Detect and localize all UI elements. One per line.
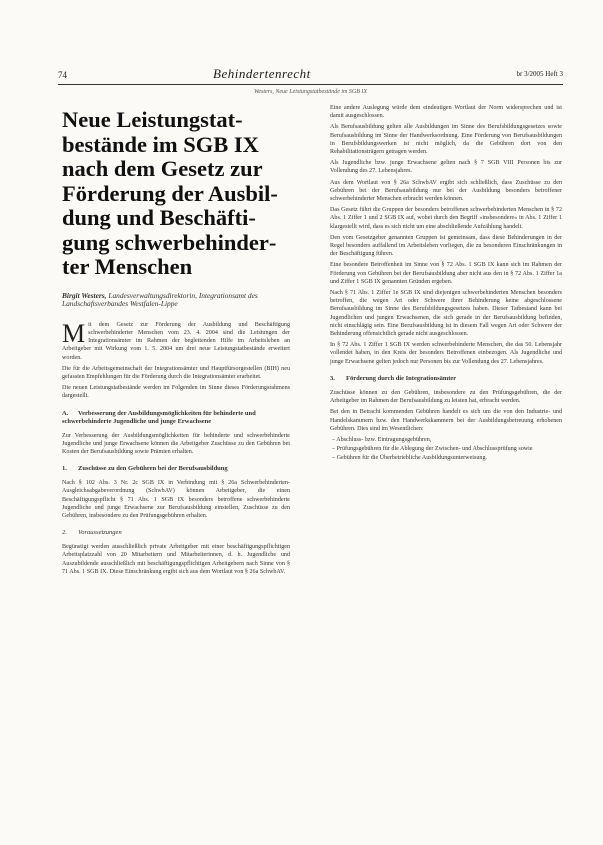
body-paragraph: Nach § 102 Abs. 3 Nr. 2c SGB IX in Verbindung mit § 26a Schwerbehinderten-Ausgleichsabgabeverordnung (SchwbAV) können Arbeitgeber, die einen Beschäftigungspflicht § 71 Abs. 1 SGB IX besonders betroffene schwerbehinderte Jugendliche und junge Erwachsene zur Berufsausbildung einstellen, Zuschüsse zu den Gebühren, insbesondere zu den Prüfungsgebühren erhalten.: [62, 480, 290, 519]
body-paragraph: Begünstigt werden ausschließlich private Arbeitgeber mit einer beschäftigungspflichtigen Arbeitsplatzzahl von 20 Mitarbeitern und Mitarbeiterinnen, d. h. Jugendliche und Auszubildende ausschließlich mit beschäftigungspflichtigen Arbeitgebern nach Sinne von § 71 Abs. 1 SGB IX. Diese Einschränkung ergibt sich aus dem Wortlaut von § 26a SchwbAV.: [62, 544, 290, 575]
author-affiliation: Landesverwaltungsdirektorin, Integrationsamt des Landschaftsverbandes Westfalen-Lippe: [62, 290, 258, 309]
body-paragraph: Als Jugendliche bzw. junge Erwachsene gelten nach § 7 SGB VIII Personen bis zur Vollendung des 27. Lebensjahres.: [330, 160, 562, 175]
section-heading-1: 1. Zuschüsse zu den Gebühren bei der Berufsausbildung: [62, 465, 228, 473]
list-item: – Gebühren für die Überbetriebliche Ausbildungsunterweisung.: [340, 454, 562, 462]
list-item: – Abschluss- bzw. Eintragungsgebühren,: [340, 436, 562, 444]
journal-title: Behindertenrecht: [213, 66, 311, 81]
body-paragraph: Bei den in Betracht kommenden Gebühren handelt es sich um die von den Industrie- und Handelskammern bzw. den Handwerkskammern bei der Ausbildungsbetreuung erhobenen Gebühren. Dies sind im Wesentlichen:: [330, 409, 562, 432]
body-paragraph: Als Berufsausbildung gelten alle Ausbildungen im Sinne des Berufsbildungsgesetzes sowie Berufsausbildung im Sinne der Handwerksordnung. Eine Förderung von Berufsausbildungen in Berufsbildungswerken ist nicht möglich, da die Gebühren dort von den Rehabilitationsträgern getragen werden.: [330, 124, 562, 156]
left-column: [62, 104, 290, 579]
section-heading-2: 2. Voraussetzungen: [62, 529, 122, 537]
fee-list: [330, 436, 562, 463]
author-name: Birgit Westers,: [62, 290, 107, 300]
page-number: 74: [58, 70, 67, 80]
section-heading-3: 3. Förderung durch die Integrationsämter: [330, 374, 457, 382]
body-paragraph: Die neuen Leistungstatbestände werden im Folgenden im Sinne dieses Förderungsrahmens dargestellt.: [62, 385, 290, 400]
body-paragraph: Aus dem Wortlaut von § 26a SchwbAV ergibt sich schließlich, dass Zuschüsse zu den Gebühren bei der Berufsausbildung nur bei der Ausbildung besonders betroffener schwerbehinderter Menschen erbracht werden können.: [330, 179, 562, 203]
body-paragraph: Zur Verbesserung der Ausbildungsmöglichkeiten für behinderte und schwerbehinderte Jugendliche und junge Erwachsene können die Arbeitgeber Zuschüsse zu den Gebühren bei Kosten der Berufsausbildung sowie Prämien erhalten.: [62, 432, 290, 455]
body-paragraph: Zuschüsse können zu den Gebühren, insbesondere zu den Prüfungsgebühren, die der Arbeitgeber im Rahmen der Berufsausbildung zu leisten hat, erbracht werden.: [330, 389, 562, 405]
author-line: [62, 292, 290, 309]
list-item: – Prüfungsgebühren für die Ablegung der Zwischen- und Abschlussprüfung sowie: [340, 445, 562, 453]
running-subtitle: Westers, Neue Leistungstatbestände im SGB IX: [253, 89, 368, 95]
body-paragraph: Eine besondere Betroffenheit im Sinne von § 72 Abs. 1 SGB IX kann sich im Rahmen der Förderung von Gebühren bei der Berufsausbildung aber nicht aus den in § 72 Abs. 1 Ziffer 1a und Ziffer 1 SGB IX genannten Gründen ergeben.: [330, 262, 562, 285]
intro-paragraph: Mit dem Gesetz zur Förderung der Ausbildung und Beschäftigung schwerbehinderter Menschen vom 23. 4. 2004 sind die Leistungen der Integrationsämter im Rahmen der begleitenden Hilfe im Arbeitsleben an Arbeitgeber mit Wirkung vom 1. 5. 2004 um drei neue Leistungstatbestände erweitert worden.: [62, 318, 290, 361]
body-paragraph: Die für die Arbeitsgemeinschaft der Integrationsämter und Hauptfürsorgestellen (BIH) neu gefassten Empfehlungen für die Förderung durch die Integrationsämter erarbeitet.: [62, 365, 290, 380]
running-header: [58, 68, 563, 84]
article-title: Neue Leistungstatbestände im SGB IX nach dem Gesetz zur Förderung der Ausbildung und Beschäftigung schwerbehinderter Menschen: [62, 107, 278, 279]
issue-label: br 3/2005 Heft 3: [516, 70, 563, 78]
header-rule: [58, 84, 563, 85]
body-paragraph: In § 72 Abs. 1 Ziffer 1 SGB IX werden schwerbehinderte Menschen, die das 50. Lebensjahr vollendet haben, in den Kreis der besonders Betroffenen einbezogen. Als Jugendliche und junge Erwachsene gelten jedoch nur Personen bis zur Vollendung des 27. Lebensjahres.: [330, 342, 562, 365]
body-paragraph: Den vom Gesetzgeber genannten Gruppen ist gemeinsam, dass diese Behinderungen in der Regel besonders auffallend im Arbeitsleben vorliegen, die zu besonderen Einschränkungen in der Beschäftigung führen.: [330, 234, 562, 258]
body-paragraph: Eine andere Auslegung würde dem eindeutigen Wortlaut der Norm widersprechen und ist damit ausgeschlossen.: [330, 105, 562, 120]
body-paragraph: Das Gesetz führt die Gruppen der besonders betroffenen schwerbehinderten Menschen in § 72 Abs. 1 Ziffer 1 und 2 SGB IX auf, wobei durch den Begriff »insbesondere« in Abs. 1 Ziffer 1 klargestellt wird, dass es sich nicht um eine abschließende Aufzählung handelt.: [330, 207, 562, 230]
body-paragraph: Nach § 71 Abs. 1 Ziffer 1e SGB IX sind diejenigen schwerbehinderten Menschen besonders betroffen, die wegen Art oder Schwere ihrer Behinderung keine abgeschlossene Berufsausbildung im Sinne des Berufsbildungsgesetzes haben. Dieser Tatbestand kann bei Jugendlichen und jungen Erwachsenen, die sich gerade in der Berufsausbildung befinden, nicht einschlägig sein. Eine Berufsausbildung ist in diesem Fall wegen Art oder Schwere der Behinderung offensichtlich gerade nicht ausgeschlossen.: [330, 290, 562, 338]
right-column: [330, 104, 562, 464]
section-heading-a: A. Verbesserung der Ausbildungsmöglichkeiten für behinderte und schwerbehinderte Jugendliche und junge Erwachsene: [62, 409, 256, 425]
